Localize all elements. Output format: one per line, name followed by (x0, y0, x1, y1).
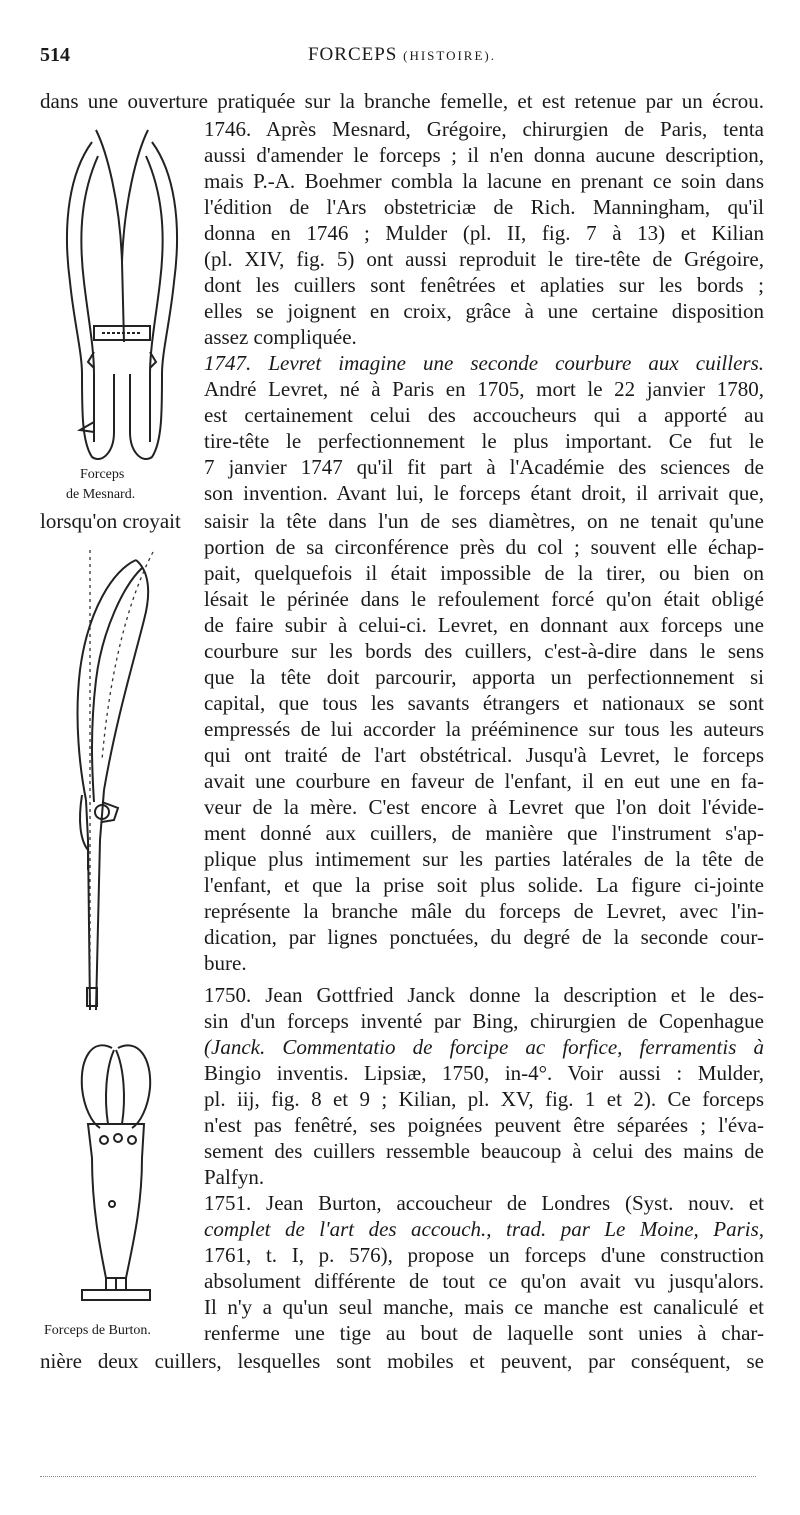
text-line: dans une ouverture pratiquée sur la branche femelle, et est retenue par un écrou. (40, 89, 764, 113)
text-line: Palfyn. (204, 1165, 265, 1189)
text-line: qui ont traité de l'art obstétrical. Jusqu'à Levret, le forceps (204, 743, 764, 767)
figure-forceps-burton (62, 1028, 172, 1318)
text-line: courbure sur les bords des cuillers, c'est-à-dire dans le sens (204, 639, 764, 663)
text-line: pl. iij, fig. 8 et 9 ; Kilian, pl. XV, fig. 1 et 2). Ce forceps (204, 1087, 764, 1111)
running-title-main: FORCEPS (307, 44, 398, 65)
figure-forceps-mesnard (52, 112, 192, 472)
text-line-fragment: lorsqu'on croyait (40, 509, 181, 533)
text-line: l'édition de l'Ars obstetriciæ de Rich. Manningham, qu'il (204, 195, 764, 219)
text-line: mais P.-A. Boehmer combla la lacune en prenant ce soin dans (204, 169, 764, 193)
text-line: Bingio inventis. Lipsiæ, 1750, in-4°. Voir aussi : Mulder, (204, 1061, 764, 1085)
text-line: plique plus intimement sur les parties latérales de la tête de (204, 847, 764, 871)
caption-mesnard-line1: Forceps (80, 467, 125, 482)
text-line: absolument différente de tout ce qu'on avait vu jusqu'alors. (204, 1269, 764, 1293)
text-line: (pl. XIV, fig. 5) ont aussi reproduit le tire-tête de Grégoire, (204, 247, 764, 271)
text-line: assez compliquée. (204, 325, 357, 349)
running-header (40, 44, 764, 70)
text-line: avait une courbure en faveur de l'enfant, il en eut une en fa- (204, 769, 764, 793)
text-line: elles se joignent en croix, grâce à une certaine disposition (204, 299, 764, 323)
text-line: Il n'y a qu'un seul manche, mais ce manche est canaliculé et (204, 1295, 764, 1319)
text-line: veur de la mère. C'est encore à Levret que l'on doit l'évide- (204, 795, 764, 819)
page-number: 514 (40, 44, 70, 66)
text-line: représente la branche mâle du forceps de Levret, avec l'in- (204, 899, 764, 923)
text-line: sin d'un forceps inventé par Bing, chirurgien de Copenhague (204, 1009, 764, 1033)
footer-rule (40, 1476, 756, 1477)
text-line: complet de l'art des accouch., trad. par Le Moine, Paris, (204, 1217, 764, 1241)
text-line: dont les cuillers sont fenêtrées et aplaties sur les bords ; (204, 273, 764, 297)
text-line: n'est pas fenêtré, ses poignées peuvent être séparées ; l'éva- (204, 1113, 764, 1137)
section-heading-1747: 1747. Levret imagine une seconde courbure aux cuillers. (204, 351, 764, 375)
text-line: capital, que tous les savants étrangers et nationaux se sont (204, 691, 764, 715)
text-line: 1751. Jean Burton, accoucheur de Londres (Syst. nouv. et (204, 1191, 764, 1215)
text-line: 7 janvier 1747 qu'il fit part à l'Académie des sciences de (204, 455, 764, 479)
text-line: l'enfant, et que la prise soit plus solide. La figure ci-jointe (204, 873, 764, 897)
running-title (40, 44, 764, 66)
text-line: 1761, t. I, p. 576), propose un forceps d'une construction (204, 1243, 764, 1267)
text-line: tire-tête le perfectionnement le plus important. Ce fut le (204, 429, 764, 453)
text-line: 1746. Après Mesnard, Grégoire, chirurgien de Paris, tenta (204, 117, 764, 141)
caption-mesnard-line2: de Mesnard. (66, 487, 136, 502)
text-line: 1750. Jean Gottfried Janck donne la description et le des- (204, 983, 764, 1007)
text-line: dication, par lignes ponctuées, du degré de la seconde cour- (204, 925, 764, 949)
text-line: est certainement celui des accoucheurs qui a apporté au (204, 403, 764, 427)
text-line: aussi d'amender le forceps ; il n'en donna aucune description, (204, 143, 764, 167)
text-line: lésait le périnée dans le refoulement forcé qu'on était obligé (204, 587, 764, 611)
running-title-sub: (HISTOIRE). (403, 48, 496, 63)
text-line: sement des cuillers ressemble beaucoup à celui des mains de (204, 1139, 764, 1163)
text-line: bure. (204, 951, 247, 975)
text-line: donna en 1746 ; Mulder (pl. II, fig. 7 à 13) et Kilian (204, 221, 764, 245)
text-line: empressés de lui accorder la prééminence sur tous les auteurs (204, 717, 764, 741)
text-line: que la tête doit parcourir, apporta un perfectionnement si (204, 665, 764, 689)
text-line: renferme une tige au bout de laquelle sont unies à char- (204, 1321, 764, 1345)
text-line: (Janck. Commentatio de forcipe ac forfice, ferramentis à (204, 1035, 764, 1059)
text-line: portion de sa circonférence près du col ; souvent elle échap- (204, 535, 764, 559)
text-line: de faire subir à celui-ci. Levret, en donnant aux forceps une (204, 613, 764, 637)
text-line: son invention. Avant lui, le forceps étant droit, il arrivait que, (204, 481, 764, 505)
text-line: André Levret, né à Paris en 1705, mort le 22 janvier 1780, (204, 377, 764, 401)
text-line: pait, quelquefois il était impossible de la tirer, ou bien on (204, 561, 764, 585)
figure-forceps-levret (58, 540, 168, 1010)
text-line: saisir la tête dans l'un de ses diamètres, on ne tenait qu'une (204, 509, 764, 533)
text-line: nière deux cuillers, lesquelles sont mobiles et peuvent, par conséquent, se (40, 1349, 764, 1373)
caption-burton: Forceps de Burton. (44, 1323, 151, 1338)
text-line: ment donné aux cuillers, de manière que l'instrument s'ap- (204, 821, 764, 845)
